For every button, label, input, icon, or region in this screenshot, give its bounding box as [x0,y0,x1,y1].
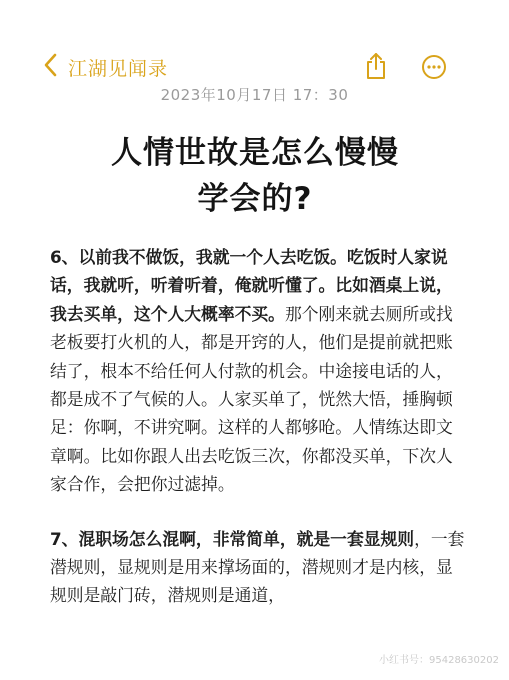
title-line: 学会的? [197,181,313,217]
note-title [60,130,450,222]
bold-text: 6、以前我不做饭，我就一个人去吃饭。吃饭时人家说话，我就听，听着听着，俺就听懂了。比如酒桌上说，我去买单，这个人大概率不买。 [50,247,453,324]
back-button[interactable] [42,52,168,82]
note-timestamp: 2023年10月17日 17：30 [160,86,349,104]
bold-text: 7、混职场怎么混啊，非常简单，就是一套显规则 [50,528,415,549]
regular-text: 那个刚来就去厕所或找老板要打火机的人，都是开窍的人，他们是提前就把账结了，根本不给任何人付款的机会。中途接电话的人，都是成不了气候的人。人家买单了，恍然大悟，捶胸顿足：你啊，不讲究啊。这样的人都够呛。人情练达即文章啊。比如你跟人出去吃饭三次，你都没买单，下次人家合作，会把你过滤掉。 [50,303,453,495]
back-label: 江湖见闻录 [68,57,169,80]
more-button[interactable] [421,54,447,80]
note-body [50,243,468,636]
paragraph [50,243,468,499]
top-nav-bar [0,0,509,82]
more-icon [421,54,447,80]
paragraph [50,525,468,610]
regular-text: ，一套潜规则，显规则是用来撑场面的，潜规则才是内核，显规则是敲门砖，潜规则是通道， [50,528,465,606]
chevron-left-icon [42,52,60,82]
title-line: 人情世故是怎么慢慢 [111,135,399,171]
share-icon [364,52,388,80]
watermark: 小红书号：95428630202 [379,655,499,666]
share-button[interactable] [364,52,388,80]
